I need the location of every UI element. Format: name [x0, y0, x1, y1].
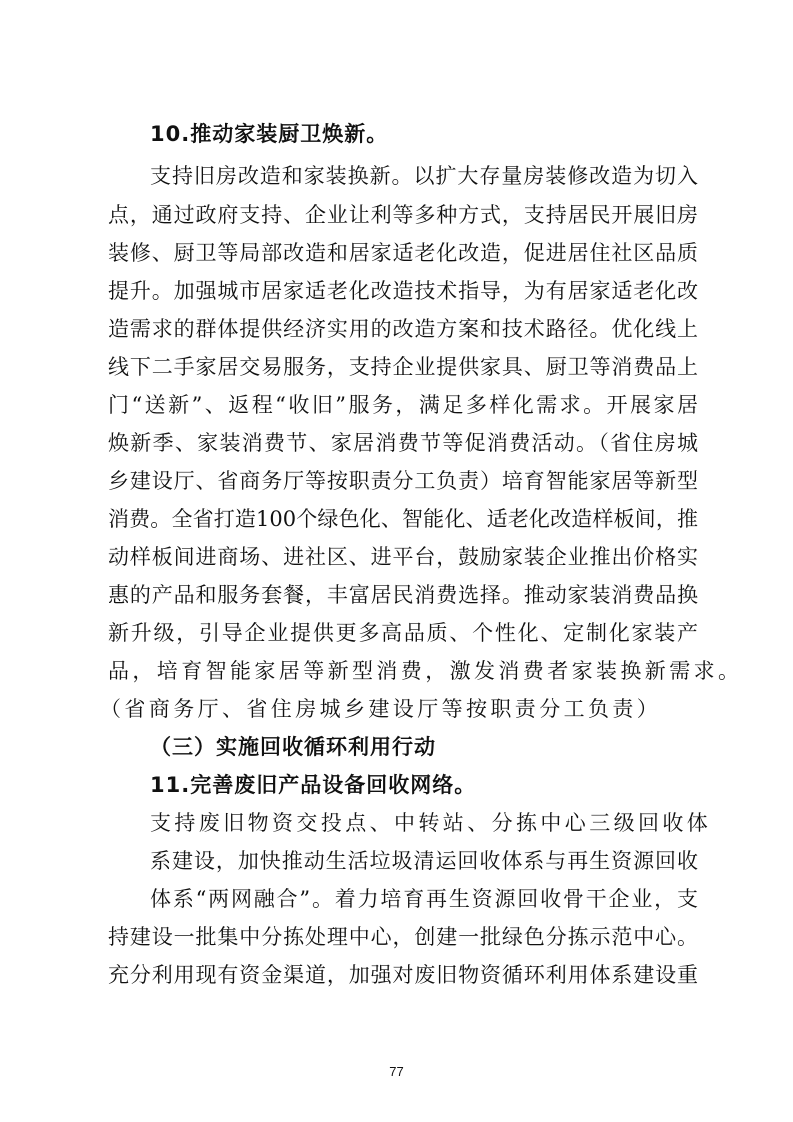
- paragraph-line: 线下二手家居交易服务，支持企业提供家具、厨卫等消费品上: [108, 355, 698, 379]
- heading-10: 10.推动家装厨卫焕新。: [150, 122, 389, 146]
- paragraph-line: 支持废旧物资交投点、中转站、分拣中心三级回收体: [150, 811, 712, 835]
- paragraph-line: 动样板间进商场、进社区、进平台，鼓励家装企业推出价格实: [108, 545, 698, 569]
- paragraph-line: 持建设一批集中分拣处理中心，创建一批绿色分拣示范中心。: [108, 925, 698, 949]
- paragraph-line: 系建设，加快推动生活垃圾清运回收体系与再生资源回收: [150, 849, 698, 873]
- paragraph-line: 消费。全省打造100个绿色化、智能化、适老化改造样板间，推: [108, 507, 698, 531]
- heading-11: 11.完善废旧产品设备回收网络。: [150, 773, 477, 797]
- section-heading: （三）实施回收循环利用行动: [150, 735, 436, 759]
- paragraph-line: 惠的产品和服务套餐，丰富居民消费选择。推动家装消费品换: [108, 583, 698, 607]
- paragraph-line: 支持旧房改造和家装换新。以扩大存量房装修改造为切入: [150, 164, 698, 188]
- page-number: 77: [389, 1064, 404, 1079]
- paragraph-line: 乡建设厅、省商务厅等按职责分工负责）培育智能家居等新型: [108, 469, 698, 493]
- paragraph-line: 点，通过政府支持、企业让利等多种方式，支持居民开展旧房: [108, 203, 698, 227]
- paragraph-line: 焕新季、家装消费节、家居消费节等促消费活动。（省住房城: [108, 431, 698, 455]
- paragraph-line: 品，培育智能家居等新型消费，激发消费者家装换新需求。: [108, 659, 743, 683]
- paragraph-line: 充分利用现有资金渠道，加强对废旧物资循环利用体系建设重: [108, 963, 698, 987]
- paragraph-line: 门“送新”、返程“收旧”服务，满足多样化需求。开展家居: [108, 393, 698, 417]
- paragraph-line: 体系“两网融合”。着力培育再生资源回收骨干企业，支: [150, 887, 698, 911]
- paragraph-line: 新升级，引导企业提供更多高品质、个性化、定制化家装产: [108, 621, 698, 645]
- paragraph-line: 提升。加强城市居家适老化改造技术指导，为有居家适老化改: [108, 279, 698, 303]
- paragraph-line: 装修、厨卫等局部改造和居家适老化改造，促进居住社区品质: [108, 241, 698, 265]
- paragraph-line: 造需求的群体提供经济实用的改造方案和技术路径。优化线上: [108, 317, 698, 341]
- paragraph-line: （省商务厅、省住房城乡建设厅等按职责分工负责）: [100, 697, 662, 721]
